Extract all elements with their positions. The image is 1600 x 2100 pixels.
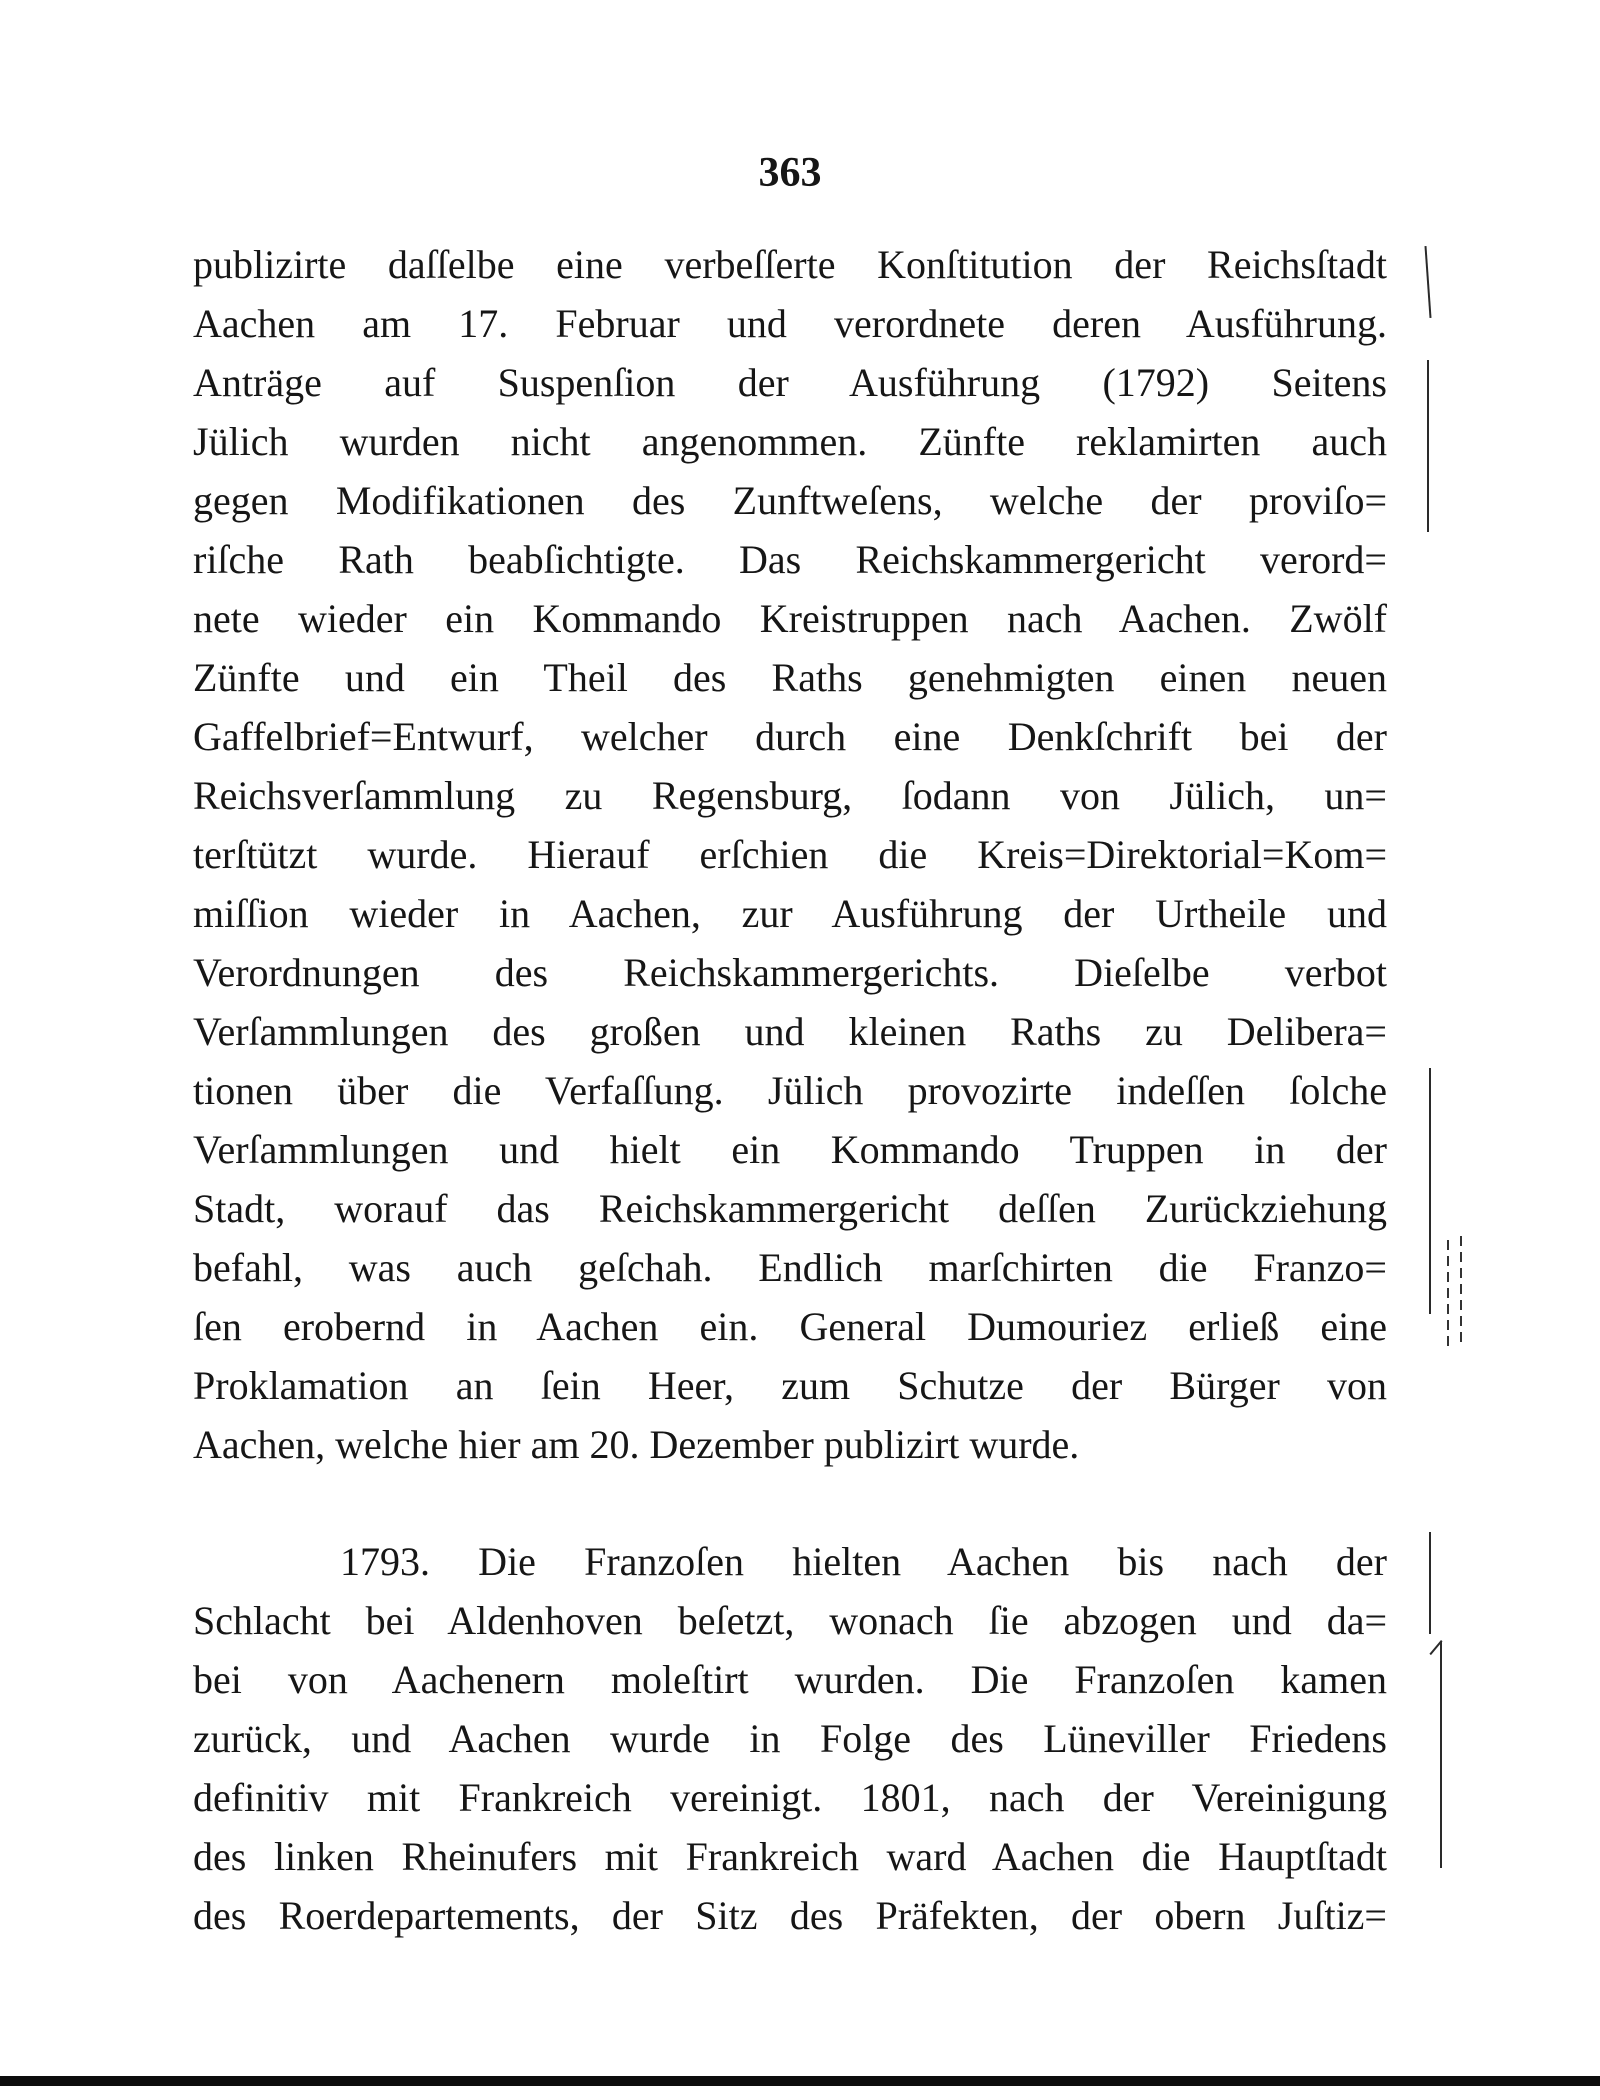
text-line: Aachen am 17. Februar und verordnete deren Ausführung. [193,301,1387,346]
text-line: terſtützt wurde. Hierauf erſchien die Kreis=Direktorial=Kom= [193,832,1387,877]
text-line: des linken Rheinufers mit Frankreich ward Aachen die Hauptſtadt [193,1834,1387,1879]
text-line: 1793. Die Franzoſen hielten Aachen bis nach der [340,1539,1387,1584]
body-text [193,235,1387,1945]
margin-mark [1429,1068,1431,1314]
text-line: Jülich wurden nicht angenommen. Zünfte reklamirten auch [193,419,1387,464]
text-line: Schlacht bei Aldenhoven beſetzt, wonach ſie abzogen und da= [193,1598,1387,1643]
text-line: befahl, was auch geſchah. Endlich marſchirten die Franzo= [193,1245,1387,1290]
paragraph-2 [193,1532,1387,1945]
text-line: gegen Modifikationen des Zunftweſens, welche der proviſo= [193,478,1387,523]
margin-mark [1429,1532,1431,1634]
text-line: miſſion wieder in Aachen, zur Ausführung der Urtheile und [193,891,1387,936]
margin-mark [1460,1236,1462,1348]
text-line: Zünfte und ein Theil des Raths genehmigten einen neuen [193,655,1387,700]
text-line: riſche Rath beabſichtigte. Das Reichskammergericht verord= [193,537,1387,582]
text-line: bei von Aachenern moleſtirt wurden. Die Franzoſen kamen [193,1657,1387,1702]
text-line: Proklamation an ſein Heer, zum Schutze der Bürger von [193,1363,1387,1408]
text-line: Gaffelbrief=Entwurf, welcher durch eine Denkſchrift bei der [193,714,1387,759]
margin-mark [1427,360,1429,532]
scan-edge [0,2076,1600,2086]
text-line: Anträge auf Suspenſion der Ausführung (1792) Seitens [193,360,1387,405]
text-line: ſen erobernd in Aachen ein. General Dumouriez erließ eine [193,1304,1387,1349]
page-number: 363 [758,150,822,196]
text-line: tionen über die Verfaſſung. Jülich provozirte indeſſen ſolche [193,1068,1387,1113]
text-line: Verſammlungen und hielt ein Kommando Truppen in der [193,1127,1387,1172]
margin-mark [1447,1240,1449,1348]
margin-mark [1424,246,1431,318]
text-line: Stadt, worauf das Reichskammergericht deſſen Zurückziehung [193,1186,1387,1231]
margin-mark [1440,1642,1442,1868]
text-line: zurück, und Aachen wurde in Folge des Lüneviller Friedens [193,1716,1387,1761]
text-line: publizirte daſſelbe eine verbeſſerte Konſtitution der Reichsſtadt [193,242,1387,287]
text-line: Reichsverſammlung zu Regensburg, ſodann von Jülich, un= [193,773,1387,818]
paragraph-1 [193,235,1387,1474]
text-line: definitiv mit Frankreich vereinigt. 1801, nach der Vereinigung [193,1775,1387,1820]
text-line: Verordnungen des Reichskammergerichts. Dieſelbe verbot [193,950,1387,995]
text-line: des Roerdepartements, der Sitz des Präfekten, der obern Juſtiz= [193,1893,1387,1938]
text-line: Aachen, welche hier am 20. Dezember publizirt wurde. [193,1422,1080,1467]
text-line: Verſammlungen des großen und kleinen Raths zu Delibera= [193,1009,1387,1054]
text-line: nete wieder ein Kommando Kreistruppen nach Aachen. Zwölf [193,596,1387,641]
